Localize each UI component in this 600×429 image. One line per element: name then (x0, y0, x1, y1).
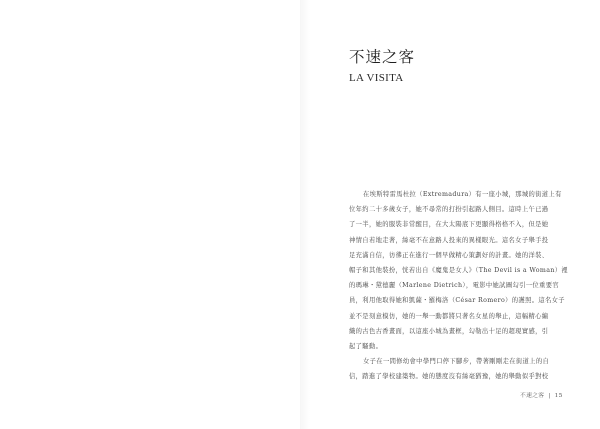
body-line: 的瑪琳・黛德麗（Marlene Dietrich），電影中她試圖勾引一位重要官 (349, 282, 559, 290)
body-line: 並不是刻意模仿，她的一舉一動都將只著名女星的舉止，這幅精心編 (349, 312, 549, 320)
page-number: 15 (554, 393, 563, 399)
body-line: 在埃斯特雷馬杜拉（Extremadura）有一座小城，那城的街道上有 (363, 191, 562, 198)
page-gutter (300, 0, 310, 429)
footer-separator: | (548, 393, 551, 399)
running-title: 不速之客 (520, 393, 545, 399)
body-line: 足充滿自信，彷彿正在進行一個早做精心策劃好的計畫。她的洋裝、 (349, 251, 549, 259)
body-line: 位年約二十多歲女子，她不尋常的打扮引起路人側目。這時上午已過 (349, 206, 549, 214)
body-line: 了一半，她的服裝非常醒目，在大太陽底下更顯得格格不入，但是她 (349, 221, 549, 229)
body-line: 員，利用他取得她和凱薩・羅梅洛（César Romero）的護照。這名女子 (349, 297, 565, 305)
chapter-subtitle: LA VISITA (349, 72, 404, 84)
body-text (349, 187, 579, 384)
body-line: 女子在一間修幼會中學門口停下腳步，帶著剛剛走在街道上的自 (363, 358, 550, 366)
chapter-title: 不速之客 (349, 48, 416, 66)
body-line: 織的古色古香畫面，以這座小城為畫框，勾勒出十足的超現實感，引 (349, 327, 549, 335)
body-line: 帽子和其他裝扮，恍若出自《魔鬼是女人》（The Devil is a Woman）裡 (349, 266, 569, 274)
body-line: 信，踏進了學校建築物。她的態度沒有絲毫猶豫，她的舉動似乎對校 (349, 373, 549, 381)
page-footer (520, 390, 563, 399)
body-line: 神情自若地走著，絲毫不在意路人投來的異樣眼光。這名女子舉手投 (349, 236, 549, 244)
body-line: 起了騷動。 (349, 342, 383, 350)
